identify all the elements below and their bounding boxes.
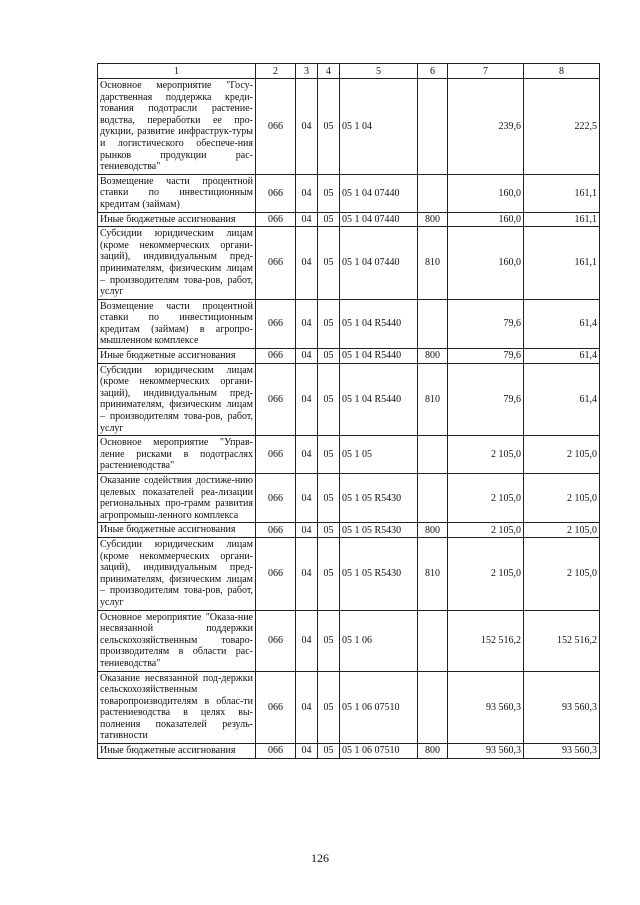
row-amount-year-2: 161,1 bbox=[524, 174, 600, 212]
table-row bbox=[98, 79, 600, 175]
header-col-4: 4 bbox=[318, 64, 340, 79]
table-row bbox=[98, 227, 600, 300]
row-section-code: 04 bbox=[296, 79, 318, 175]
row-expense-type-code: 800 bbox=[418, 212, 448, 227]
row-ministry-code: 066 bbox=[256, 671, 296, 744]
row-section-code: 04 bbox=[296, 349, 318, 364]
row-section-code: 04 bbox=[296, 474, 318, 523]
row-expense-type-code: 800 bbox=[418, 523, 448, 538]
row-name: Субсидии юридическим лицам (кроме некоммерческих органи-заций), индивидуальным пред-принимателям, физическим лицам – производителям това-ров, работ, услуг bbox=[98, 227, 256, 300]
row-expense-type-code bbox=[418, 174, 448, 212]
budget-table bbox=[97, 63, 600, 759]
row-expense-type-code: 810 bbox=[418, 537, 448, 610]
row-target-code: 05 1 05 R5430 bbox=[340, 523, 418, 538]
row-amount-year-2: 161,1 bbox=[524, 212, 600, 227]
header-row bbox=[98, 64, 600, 79]
row-target-code: 05 1 04 R5440 bbox=[340, 299, 418, 348]
row-name: Основное мероприятие "Управ-ление рисками в подотраслях растениеводства" bbox=[98, 436, 256, 474]
row-ministry-code: 066 bbox=[256, 299, 296, 348]
row-section-code: 04 bbox=[296, 537, 318, 610]
row-subsection-code: 05 bbox=[318, 363, 340, 436]
row-ministry-code: 066 bbox=[256, 610, 296, 671]
row-subsection-code: 05 bbox=[318, 610, 340, 671]
header-col-7: 7 bbox=[448, 64, 524, 79]
row-name: Основное мероприятие "Госу-дарственная поддержка креди-тования подотрасли растение-водства, переработки ее про-дукции, развитие инфраструк-туры и логистического обеспече-ния рынков продукции рас-тениеводства" bbox=[98, 79, 256, 175]
row-name: Иные бюджетные ассигнования bbox=[98, 523, 256, 538]
row-subsection-code: 05 bbox=[318, 299, 340, 348]
row-amount-year-2: 152 516,2 bbox=[524, 610, 600, 671]
row-name: Субсидии юридическим лицам (кроме некоммерческих органи-заций), индивидуальным пред-принимателям, физическим лицам – производителям това-ров, работ, услуг bbox=[98, 363, 256, 436]
row-expense-type-code bbox=[418, 671, 448, 744]
table-row bbox=[98, 523, 600, 538]
header-col-3: 3 bbox=[296, 64, 318, 79]
row-subsection-code: 05 bbox=[318, 436, 340, 474]
row-subsection-code: 05 bbox=[318, 174, 340, 212]
row-target-code: 05 1 04 R5440 bbox=[340, 349, 418, 364]
row-section-code: 04 bbox=[296, 174, 318, 212]
row-expense-type-code bbox=[418, 299, 448, 348]
row-ministry-code: 066 bbox=[256, 349, 296, 364]
row-target-code: 05 1 04 07440 bbox=[340, 174, 418, 212]
table-row bbox=[98, 671, 600, 744]
header-col-2: 2 bbox=[256, 64, 296, 79]
row-amount-year-1: 2 105,0 bbox=[448, 436, 524, 474]
row-name: Возмещение части процентной ставки по инвестиционным кредитам (займам) bbox=[98, 174, 256, 212]
row-ministry-code: 066 bbox=[256, 212, 296, 227]
row-section-code: 04 bbox=[296, 227, 318, 300]
row-name: Субсидии юридическим лицам (кроме некоммерческих органи-заций), индивидуальным пред-принимателям, физическим лицам – производителям това-ров, работ, услуг bbox=[98, 537, 256, 610]
row-target-code: 05 1 04 R5440 bbox=[340, 363, 418, 436]
row-section-code: 04 bbox=[296, 744, 318, 759]
row-section-code: 04 bbox=[296, 299, 318, 348]
row-amount-year-1: 79,6 bbox=[448, 349, 524, 364]
row-ministry-code: 066 bbox=[256, 523, 296, 538]
row-subsection-code: 05 bbox=[318, 744, 340, 759]
row-ministry-code: 066 bbox=[256, 474, 296, 523]
row-subsection-code: 05 bbox=[318, 79, 340, 175]
row-section-code: 04 bbox=[296, 671, 318, 744]
row-target-code: 05 1 06 bbox=[340, 610, 418, 671]
row-amount-year-1: 93 560,3 bbox=[448, 671, 524, 744]
row-amount-year-2: 161,1 bbox=[524, 227, 600, 300]
row-expense-type-code: 800 bbox=[418, 744, 448, 759]
row-name: Иные бюджетные ассигнования bbox=[98, 212, 256, 227]
row-amount-year-2: 222,5 bbox=[524, 79, 600, 175]
row-subsection-code: 05 bbox=[318, 349, 340, 364]
row-name: Иные бюджетные ассигнования bbox=[98, 349, 256, 364]
row-amount-year-2: 2 105,0 bbox=[524, 474, 600, 523]
row-section-code: 04 bbox=[296, 610, 318, 671]
row-expense-type-code bbox=[418, 474, 448, 523]
row-amount-year-1: 160,0 bbox=[448, 174, 524, 212]
row-amount-year-2: 2 105,0 bbox=[524, 537, 600, 610]
table-row bbox=[98, 436, 600, 474]
row-ministry-code: 066 bbox=[256, 744, 296, 759]
row-amount-year-1: 239,6 bbox=[448, 79, 524, 175]
row-amount-year-2: 93 560,3 bbox=[524, 744, 600, 759]
row-target-code: 05 1 04 07440 bbox=[340, 227, 418, 300]
row-amount-year-1: 160,0 bbox=[448, 227, 524, 300]
row-subsection-code: 05 bbox=[318, 537, 340, 610]
row-ministry-code: 066 bbox=[256, 174, 296, 212]
row-ministry-code: 066 bbox=[256, 537, 296, 610]
row-target-code: 05 1 06 07510 bbox=[340, 744, 418, 759]
table-row bbox=[98, 349, 600, 364]
row-expense-type-code bbox=[418, 610, 448, 671]
row-ministry-code: 066 bbox=[256, 363, 296, 436]
row-amount-year-1: 152 516,2 bbox=[448, 610, 524, 671]
row-subsection-code: 05 bbox=[318, 227, 340, 300]
row-amount-year-2: 61,4 bbox=[524, 363, 600, 436]
row-amount-year-1: 2 105,0 bbox=[448, 537, 524, 610]
row-expense-type-code: 800 bbox=[418, 349, 448, 364]
row-amount-year-2: 61,4 bbox=[524, 349, 600, 364]
row-target-code: 05 1 05 R5430 bbox=[340, 537, 418, 610]
row-name: Иные бюджетные ассигнования bbox=[98, 744, 256, 759]
row-name: Оказание несвязанной под-держки сельскохозяйственным товаропроизводителям в облас-ти растениеводства в целях вы-полнения показателей резуль-тативности bbox=[98, 671, 256, 744]
row-section-code: 04 bbox=[296, 436, 318, 474]
row-amount-year-1: 93 560,3 bbox=[448, 744, 524, 759]
row-section-code: 04 bbox=[296, 523, 318, 538]
row-subsection-code: 05 bbox=[318, 671, 340, 744]
row-amount-year-2: 2 105,0 bbox=[524, 523, 600, 538]
page-number: 126 bbox=[311, 851, 329, 865]
table-row bbox=[98, 537, 600, 610]
row-amount-year-1: 79,6 bbox=[448, 299, 524, 348]
row-amount-year-2: 93 560,3 bbox=[524, 671, 600, 744]
table-body bbox=[98, 79, 600, 759]
row-amount-year-2: 61,4 bbox=[524, 299, 600, 348]
table-row bbox=[98, 299, 600, 348]
row-target-code: 05 1 06 07510 bbox=[340, 671, 418, 744]
row-amount-year-1: 2 105,0 bbox=[448, 523, 524, 538]
row-name: Оказание содействия достиже-нию целевых показателей реа-лизации региональных про-грамм развития агропромыш-ленного комплекса bbox=[98, 474, 256, 523]
row-target-code: 05 1 04 bbox=[340, 79, 418, 175]
table-row bbox=[98, 363, 600, 436]
row-expense-type-code: 810 bbox=[418, 363, 448, 436]
row-subsection-code: 05 bbox=[318, 474, 340, 523]
row-ministry-code: 066 bbox=[256, 79, 296, 175]
header-col-5: 5 bbox=[340, 64, 418, 79]
row-subsection-code: 05 bbox=[318, 523, 340, 538]
row-expense-type-code: 810 bbox=[418, 227, 448, 300]
header-col-1: 1 bbox=[98, 64, 256, 79]
row-target-code: 05 1 05 R5430 bbox=[340, 474, 418, 523]
row-target-code: 05 1 04 07440 bbox=[340, 212, 418, 227]
row-ministry-code: 066 bbox=[256, 227, 296, 300]
table-row bbox=[98, 474, 600, 523]
table-row bbox=[98, 174, 600, 212]
row-ministry-code: 066 bbox=[256, 436, 296, 474]
table-row bbox=[98, 744, 600, 759]
row-amount-year-1: 2 105,0 bbox=[448, 474, 524, 523]
table-row bbox=[98, 212, 600, 227]
row-name: Возмещение части процентной ставки по инвестиционным кредитам (займам) в агропро-мышленном комплексе bbox=[98, 299, 256, 348]
row-section-code: 04 bbox=[296, 363, 318, 436]
row-expense-type-code bbox=[418, 79, 448, 175]
row-amount-year-1: 160,0 bbox=[448, 212, 524, 227]
row-subsection-code: 05 bbox=[318, 212, 340, 227]
header-col-8: 8 bbox=[524, 64, 600, 79]
row-expense-type-code bbox=[418, 436, 448, 474]
row-section-code: 04 bbox=[296, 212, 318, 227]
table-row bbox=[98, 610, 600, 671]
header-col-6: 6 bbox=[418, 64, 448, 79]
row-amount-year-2: 2 105,0 bbox=[524, 436, 600, 474]
row-target-code: 05 1 05 bbox=[340, 436, 418, 474]
row-name: Основное мероприятие "Оказа-ние несвязанной поддержки сельскохозяйственным товаро-производителям в области рас-тениеводства" bbox=[98, 610, 256, 671]
row-amount-year-1: 79,6 bbox=[448, 363, 524, 436]
